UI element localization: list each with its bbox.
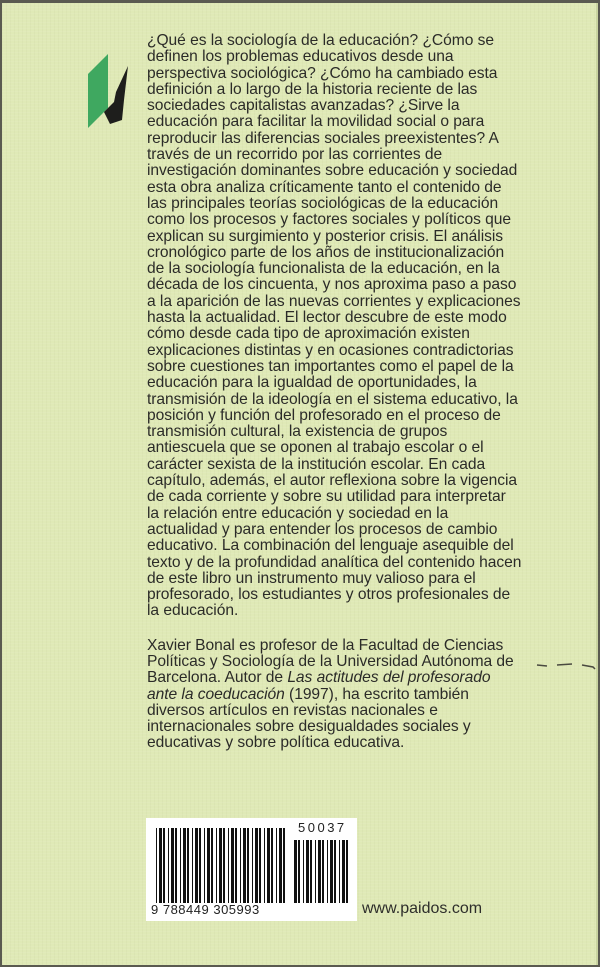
barcode-bar	[207, 828, 210, 903]
barcode-bar	[283, 828, 285, 903]
barcode-bar	[156, 828, 157, 903]
barcode-bar	[243, 828, 246, 903]
isbn-number: 9 788449 305993	[151, 902, 260, 917]
barcode-bar	[276, 828, 277, 903]
barcode-bar	[175, 828, 177, 903]
barcode-bar	[346, 840, 348, 903]
barcode-bar	[334, 840, 336, 903]
barcode-bar	[192, 828, 193, 903]
book-description: ¿Qué es la sociología de la educación? ¿Cómo se definen los problemas educativos desde una perspectiva sociológica? ¿Cómo ha cambiado esta definición a lo largo de la historia reciente de las sociedades capitalistas avanzadas? ¿Sirve la educación para facilitar la movilidad social o para reproducir las diferencias sociales preexistentes? A través de un recorrido por las corrientes de investigación dominantes sobre educación y sociedad esta obra analiza críticamente tanto el contenido de las principales teorías sociológicas de la educación como los procesos y factores sociales y políticos que explican su surgimiento y posterior crisis. El análisis cronológico parte de los años de institucionalización de la sociología funcionalista de la educación, en la década de los cincuenta, y nos aproxima paso a paso a la aparición de las nuevas corrientes y explicaciones hasta la actualidad. El lector descubre de este modo cómo desde cada tipo de aproximación existen explicaciones distintas y en ocasiones contradictorias sobre cuestiones tan importantes como el papel de la educación para la igualdad de oportunidades, la transmisión de la ideología en el sistema educativo, la posición y función del profesorado en el proceso de transmisión cultural, la existencia de grupos antiescuela que se oponen al trabajo escolar o el carácter sexista de la institución escolar. En cada capítulo, además, el autor reflexiona sobre la vigencia de cada corriente y sobre su utilidad para interpretar la relación entre educación y sociedad en la actualidad y para entender los procesos de cambio educativo. La combinación del lenguaje asequible del texto y de la profundidad analítica del contenido hacen de este libro un instrumento muy valioso para el profesorado, los estudiantes y otros profesionales de la educación.	[147, 32, 522, 620]
barcode-bar	[327, 840, 328, 903]
barcode-bar	[247, 828, 249, 903]
barcode-bar	[199, 828, 201, 903]
scratch-mark	[517, 655, 597, 675]
barcode-bar	[195, 828, 198, 903]
barcode-bar	[228, 828, 229, 903]
barcode-bar	[180, 828, 181, 903]
barcode-bar	[339, 840, 340, 903]
barcode-bar	[322, 840, 324, 903]
book-back-cover	[2, 3, 598, 965]
barcode-bar	[303, 840, 304, 903]
barcode-bar	[252, 828, 253, 903]
logo-green-shape	[88, 54, 108, 128]
author-bio-intro: Xavier Bonal es profesor de la Facultad de Ciencias Políticas y Sociología de la Universidad Autónoma de Barcelona. Autor de	[147, 636, 514, 687]
barcode-bar	[240, 828, 241, 903]
isbn-barcode	[146, 818, 357, 921]
publisher-logo-icon	[86, 48, 138, 128]
barcode-bar	[294, 840, 297, 903]
barcode-bar	[171, 828, 174, 903]
barcode-bar	[298, 840, 300, 903]
barcode-bar	[216, 828, 217, 903]
barcode-bar	[306, 840, 309, 903]
barcode-bar	[318, 840, 321, 903]
barcode-bar	[271, 828, 273, 903]
barcode-bar	[187, 828, 189, 903]
barcode-bar	[231, 828, 234, 903]
barcode-bar	[255, 828, 258, 903]
author-bio	[147, 638, 522, 752]
barcode-bar	[267, 828, 270, 903]
barcode-bar	[259, 828, 261, 903]
barcode-main-bars	[156, 828, 288, 903]
barcode-bar	[183, 828, 186, 903]
barcode-addon-bars	[294, 840, 351, 903]
barcode-bar	[168, 828, 169, 903]
barcode-bar	[204, 828, 205, 903]
cited-book-title: Las actitudes del profesorado ante la coeducación	[147, 669, 491, 703]
barcode-bar	[163, 828, 165, 903]
author-bio-rest: (1997), ha escrito también diversos artículos en revistas nacionales e internacionales sobre desigualdades sociales y educativas y sobre política educativa.	[147, 685, 471, 752]
barcode-bar	[219, 828, 222, 903]
barcode-bar	[159, 828, 162, 903]
barcode-bar	[330, 840, 333, 903]
back-cover-text	[147, 33, 522, 752]
barcode-bar	[315, 840, 316, 903]
barcode-bar	[223, 828, 225, 903]
barcode-bar	[342, 840, 345, 903]
barcode-bar	[235, 828, 237, 903]
barcode-bar	[279, 828, 282, 903]
publisher-website[interactable]: www.paidos.com	[362, 900, 483, 917]
barcode-bar	[264, 828, 265, 903]
barcode-bar	[310, 840, 312, 903]
barcode-bar	[211, 828, 213, 903]
barcode-addon-number: 50037	[298, 820, 347, 835]
